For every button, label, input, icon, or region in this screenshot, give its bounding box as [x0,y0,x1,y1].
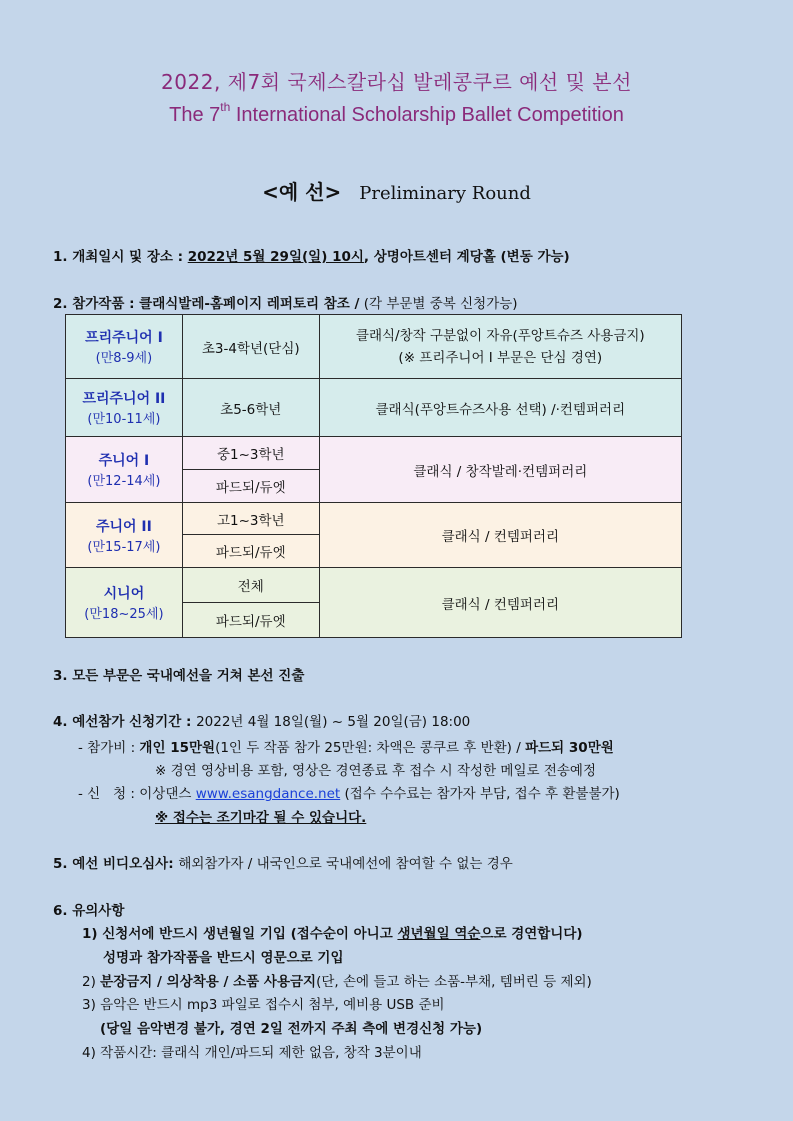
s2-label: 2. 참가작품 : 클래식발레-홈페이지 레퍼토리 참조 / [53,296,360,312]
s4-apply-note: (접수 수수료는 참가자 부담, 접수 후 환불불가) [340,786,620,802]
section-1 [53,245,570,265]
s4-apply-site: 이상댄스 [139,786,196,802]
category-table [65,314,682,638]
grade-cell: 전체 [182,568,319,603]
s6-i1-pre: 1) 신청서에 반드시 생년월일 기입 (접수순이 아니고 [82,926,398,942]
desc-cell: 클래식 / 창작발레·컨템퍼러리 [319,437,681,503]
category-cell [66,315,183,379]
category-name: 주니어 I [98,453,150,469]
table-row [66,315,682,379]
category-cell [66,503,183,568]
desc-cell: 클래식 / 컨템퍼러리 [319,568,681,638]
title-en-pre: The 7 [169,104,221,126]
grade-cell: 파드되/듀엣 [182,603,319,638]
esangdance-link[interactable]: www.esangdance.net [195,786,341,802]
desc-cell: 클래식(푸앙트슈즈사용 선택) /·컨템퍼러리 [319,379,681,437]
s6-i1-u: 생년월일 역순 [397,926,481,942]
table-row [66,568,682,603]
category-name: 주니어 II [95,518,152,535]
s1-date: 2022년 5월 29일(일) 10시 [187,249,364,265]
category-age: (만10-11세) [87,412,161,427]
category-name: 프리주니어 I [85,330,163,346]
s4-fee [78,736,614,756]
category-age: (만12-14세) [87,474,161,489]
s2-note: (각 부문별 중복 신청가능) [359,296,518,312]
category-cell [66,437,183,503]
table-row [66,503,682,535]
s5-label: 5. 예선 비디오심사: [53,856,179,872]
s6-item-3: 3) 음악은 반드시 mp3 파일로 접수시 첨부, 예비용 USB 준비 [82,997,445,1013]
grade-cell: 파드되/듀엣 [182,535,319,568]
category-cell [66,568,183,638]
table-row [66,437,682,470]
category-cell [66,379,183,437]
grade-cell: 초5-6학년 [182,379,319,437]
category-age: (만8-9세) [95,351,153,366]
s6-item-2 [82,970,592,990]
section-4 [53,710,470,730]
s6-i2-b: 분장금지 / 의상착용 / 소품 사용금지 [100,974,317,990]
table-row [66,379,682,437]
s1-venue: , 상명아트센터 계당홀 (변동 가능) [363,249,570,265]
s5-text: 해외참가자 / 내국인으로 국내예선에 참여할 수 없는 경우 [178,856,513,872]
s4-fee-label: - 참가비 : [78,740,140,756]
s4-label: 4. 예선참가 신청기간 : [53,714,197,730]
s4-early-note: ※ 접수는 조기마감 될 수 있습니다. [155,810,367,826]
s6-item-1b: 성명과 참가작품을 반드시 영문으로 기입 [103,950,344,966]
s6-i2-num: 2) [82,974,101,990]
s6-i2-rest: (단, 손에 들고 하는 소품-부채, 템버린 등 제외) [316,974,592,990]
s6-item-4: 4) 작품시간: 클래식 개인/파드되 제한 없음, 창작 3분이내 [82,1045,422,1061]
s6-i1-post: 으로 경연합니다) [480,926,583,942]
s4-period: 2022년 4월 18일(월) ~ 5월 20일(금) 18:00 [196,714,471,730]
round-ko: <예 선> [262,180,342,204]
round-en: Preliminary Round [359,183,531,204]
desc-cell [319,315,681,379]
title-en-sup: th [220,100,231,114]
s4-apply-label: - 신 청 : [78,786,140,802]
section-3: 3. 모든 부문은 국내예선을 거쳐 본선 진출 [53,668,305,684]
s4-fee-note: ※ 경연 영상비용 포함, 영상은 경연종료 후 접수 시 작성한 메일로 전송예정 [155,763,596,779]
s1-label: 1. 개최일시 및 장소 : [53,249,188,265]
s4-fee-pdd: 파드되 30만원 [525,740,614,756]
desc-cell: 클래식 / 컨템퍼러리 [319,503,681,568]
section-2 [53,292,518,312]
title-en-post: International Scholarship Ballet Competition [230,104,624,126]
grade-cell: 초3-4학년(단심) [182,315,319,379]
desc-line: (※ 프리주니어 I 부문은 단심 경연) [398,349,603,366]
s4-apply [78,782,620,802]
category-age: (만15-17세) [87,539,161,555]
section-5 [53,852,513,872]
grade-cell: 중1~3학년 [182,437,319,470]
category-name: 프리주니어 II [82,391,166,407]
section-6: 6. 유의사항 [53,903,125,919]
category-name: 시니어 [103,586,145,602]
desc-line: 클래식/창작 구분없이 자유(푸앙트슈즈 사용금지) [355,327,645,344]
title-english [0,100,793,127]
title-korean: 2022, 제7회 국제스칼라십 발레콩쿠르 예선 및 본선 [161,70,632,94]
s4-fee-indiv: 개인 15만원 [139,740,216,756]
category-age: (만18~25세) [84,607,164,622]
s6-item-1 [82,922,583,942]
grade-cell: 파드되/듀엣 [182,470,319,503]
round-heading [0,176,793,205]
grade-cell: 고1~3학년 [182,503,319,535]
s4-fee-paren: (1인 두 작품 참가 25만원: 차액은 콩쿠르 후 반환) / [215,740,526,756]
s6-item-3b: (당일 음악변경 불가, 경연 2일 전까지 주최 측에 변경신청 가능) [100,1021,483,1037]
